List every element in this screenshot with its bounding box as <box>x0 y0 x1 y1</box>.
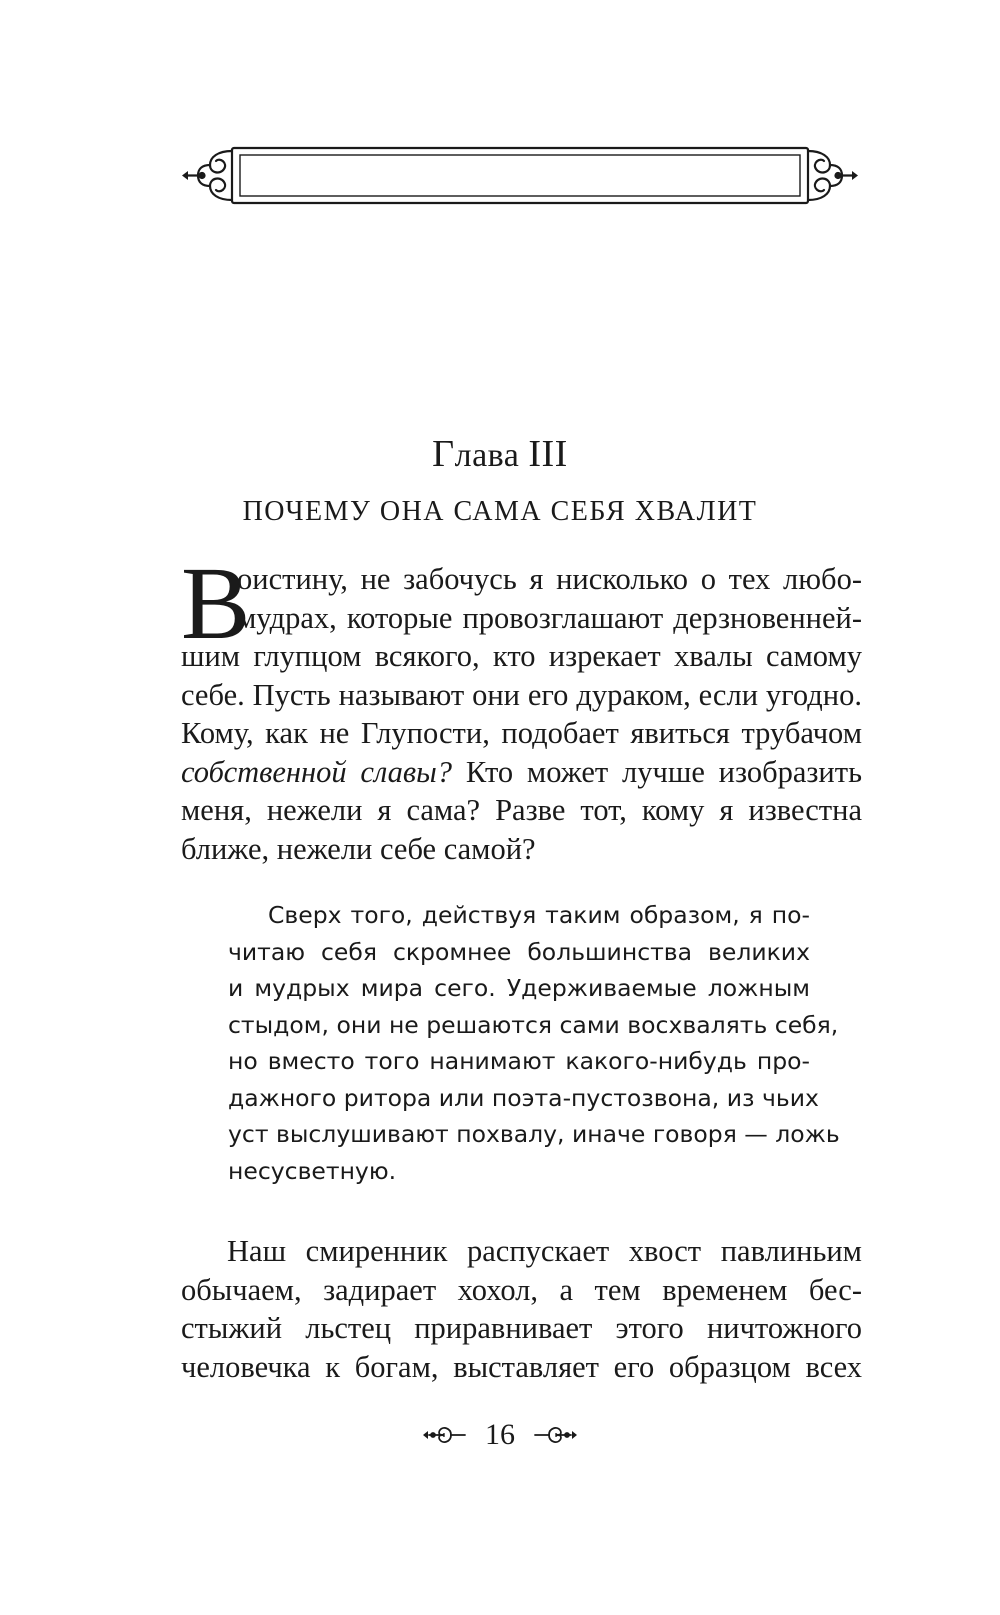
text-line: Кому, как не Глупости, подобает явиться трубачом <box>181 716 862 750</box>
quote-line: но вместо того нанимают какого-нибудь про- <box>228 1047 810 1075</box>
quote-line: Сверх того, действуя таким образом, я по- <box>268 901 810 929</box>
chapter-label-initial: Г <box>432 433 455 475</box>
text-line: себе. Пусть называют они его дураком, если угодно. <box>181 677 862 712</box>
text-line <box>181 753 862 792</box>
text-line: стыжий льстец приравнивает этого ничтожного <box>181 1311 862 1345</box>
text-line: шим глупцом всякого, кто изрекает хвалы самому <box>181 639 862 673</box>
flourish-left-icon <box>421 1424 467 1446</box>
text-line: обычаем, задирает хохол, а тем временем бес- <box>181 1272 862 1307</box>
chapter-label <box>0 432 1000 476</box>
page-footer <box>0 1418 1000 1452</box>
text-line: Наш смиренник распускает хвост павлиньим <box>227 1234 862 1268</box>
intro-paragraph <box>181 560 862 868</box>
closing-paragraph <box>181 1232 862 1386</box>
drop-cap: В <box>181 546 251 661</box>
flourish-right-icon <box>533 1424 579 1446</box>
chapter-title: ПОЧЕМУ ОНА САМА СЕБЯ ХВАЛИТ <box>242 496 758 527</box>
italic-phrase: собственной славы? <box>181 754 453 789</box>
quote-line: дажного ритора или поэта-пустозвона, из чьих <box>228 1083 819 1112</box>
chapter-label-word: лава <box>454 437 520 474</box>
text-line: оистину, не забочусь я нисколько о тех любо- <box>237 562 862 596</box>
ornament-frame-icon <box>180 143 860 208</box>
text-fragment: Кто может лучше изобразить <box>452 754 862 789</box>
chapter-numeral: III <box>528 433 568 475</box>
text-line: человечка к богам, выставляет его образцом всех <box>181 1349 862 1384</box>
quote-line: стыдом, они не решаются сами восхвалять себя, <box>228 1010 839 1039</box>
quote-line: читаю себя скромнее большинства великих <box>228 937 810 966</box>
quote-line: несусветную. <box>228 1156 397 1185</box>
text-line: мудрах, которые провозглашают дерзновенней- <box>237 600 862 635</box>
text-line: ближе, нежели себе самой? <box>181 831 536 866</box>
header-ornament-frame <box>180 143 860 208</box>
text-line: меня, нежели я сама? Разве тот, кому я известна <box>181 793 862 827</box>
quote-paragraph <box>228 897 840 1189</box>
quote-line: уст выслушивают похвалу, иначе говоря — ложь <box>228 1120 840 1148</box>
page-number: 16 <box>485 1418 515 1451</box>
quote-line: и мудрых мира сего. Удерживаемые ложным <box>228 974 810 1002</box>
